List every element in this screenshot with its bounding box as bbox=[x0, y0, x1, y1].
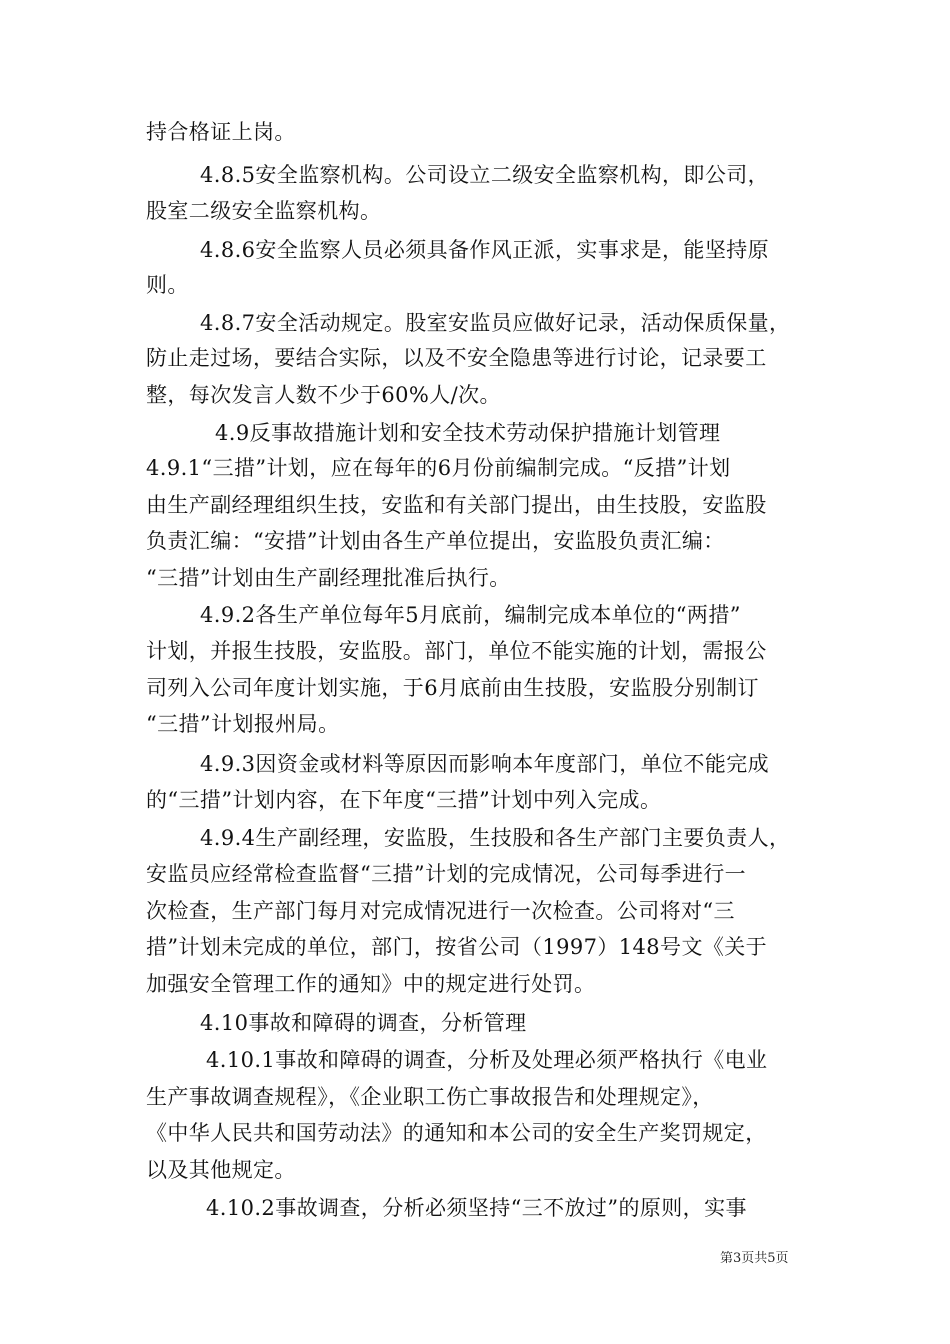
text-line: 则。 bbox=[146, 273, 189, 297]
text-line: 4.9.1“三措”计划，应在每年的6月份前编制完成。“反措”计划 bbox=[146, 456, 731, 480]
text-line: 加强安全管理工作的通知》中的规定进行处罚。 bbox=[146, 972, 596, 996]
text-line: 4.9.4生产副经理，安监股，生技股和各生产部门主要负责人， bbox=[200, 826, 791, 850]
text-line: 4.8.7安全活动规定。股室安监员应做好记录，活动保质保量， bbox=[200, 311, 791, 335]
text-line: 4.10.1事故和障碍的调查，分析及处理必须严格执行《电业 bbox=[206, 1048, 768, 1072]
text-line: “三措”计划由生产副经理批准后执行。 bbox=[146, 566, 511, 590]
text-line: 防止走过场，要结合实际，以及不安全隐患等进行讨论，记录要工 bbox=[146, 346, 767, 370]
text-line: 4.9.2各生产单位每年5月底前，编制完成本单位的“两措” bbox=[200, 603, 741, 627]
text-line: 持合格证上岗。 bbox=[146, 120, 296, 144]
text-line: “三措”计划报州局。 bbox=[146, 712, 340, 736]
text-line: 次检查，生产部门每月对完成情况进行一次检查。公司将对“三 bbox=[146, 899, 735, 923]
text-line: 整，每次发言人数不少于60%人/次。 bbox=[146, 383, 501, 407]
text-line: 股室二级安全监察机构。 bbox=[146, 199, 382, 223]
text-line: 生产事故调查规程》，《企业职工伤亡事故报告和处理规定》， bbox=[146, 1085, 714, 1109]
text-line: 的“三措”计划内容，在下年度“三措”计划中列入完成。 bbox=[146, 788, 662, 812]
page-number: 第3页共5页 bbox=[720, 1251, 789, 1266]
text-line: 4.9.3因资金或材料等原因而影响本年度部门，单位不能完成 bbox=[200, 752, 770, 776]
text-line: 以及其他规定。 bbox=[146, 1158, 296, 1182]
section-heading: 4.9反事故措施计划和安全技术劳动保护措施计划管理 bbox=[215, 421, 721, 445]
text-line: 计划，并报生技股，安监股。部门，单位不能实施的计划，需报公 bbox=[146, 639, 767, 663]
text-line: 负责汇编：“安措”计划由各生产单位提出，安监股负责汇编： bbox=[146, 529, 725, 553]
text-line: 《中华人民共和国劳动法》的通知和本公司的安全生产奖罚规定， bbox=[146, 1121, 767, 1145]
text-line: 4.8.6安全监察人员必须具备作风正派，实事求是，能坚持原 bbox=[200, 238, 770, 262]
text-line: 由生产副经理组织生技，安监和有关部门提出，由生技股，安监股 bbox=[146, 493, 767, 517]
section-heading: 4.10事故和障碍的调查，分析管理 bbox=[200, 1011, 527, 1035]
text-line: 安监员应经常检查监督“三措”计划的完成情况，公司每季进行一 bbox=[146, 862, 747, 886]
text-line: 4.10.2事故调查，分析必须坚持“三不放过”的原则，实事 bbox=[206, 1196, 747, 1220]
text-line: 措”计划未完成的单位，部门，按省公司（1997）148号文《关于 bbox=[146, 935, 768, 959]
text-line: 司列入公司年度计划实施，于6月底前由生技股，安监股分别制订 bbox=[146, 676, 759, 700]
text-line: 4.8.5安全监察机构。公司设立二级安全监察机构，即公司， bbox=[200, 163, 770, 187]
